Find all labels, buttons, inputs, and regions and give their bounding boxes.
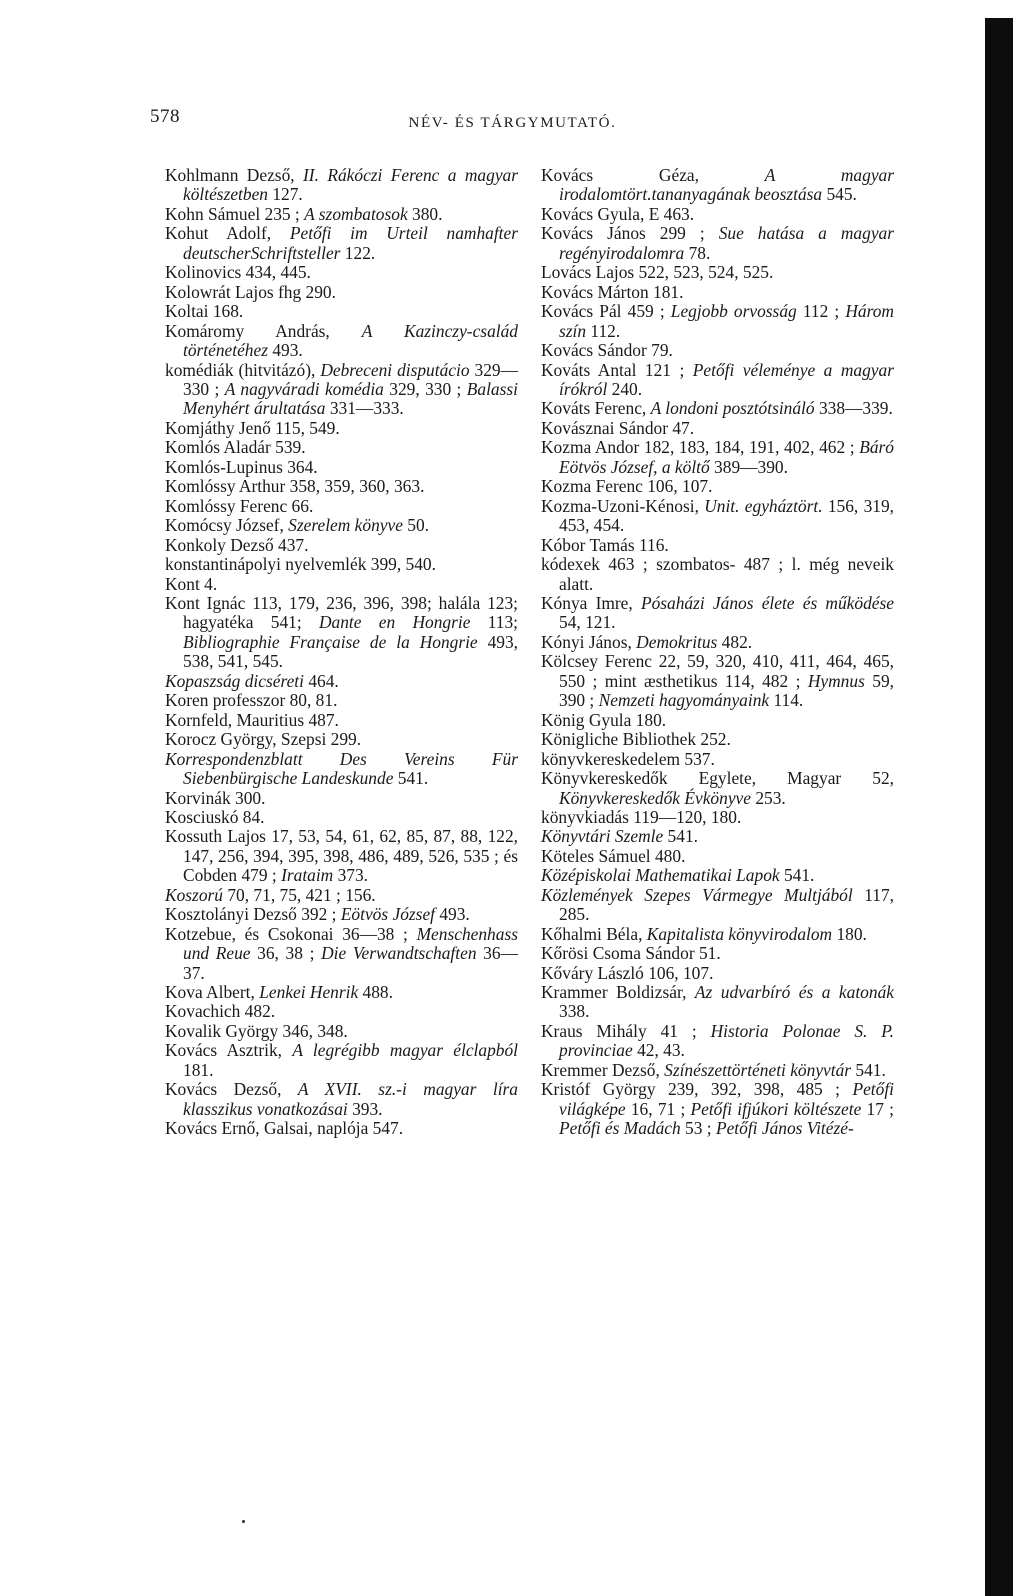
entry-text: Krammer Boldizsár, [541,982,695,1003]
entry-text: 50. [402,515,430,536]
index-entry [165,302,518,321]
entry-text: 54, 121. [559,612,616,633]
entry-text: Kovács János 299 ; [541,223,719,244]
entry-text: 113; [470,612,518,633]
entry-title-italic: Unit. egyháztört. [704,495,823,516]
entry-title-italic: Petőfi im Urteil namhafter deutscherSchriftsteller [183,223,519,263]
entry-text: Lovács Lajos 522, 523, 524, 525. [541,262,774,283]
running-title: NÉV- ÉS TÁRGYMUTATÓ. [408,115,617,131]
index-entry [541,983,894,1022]
index-column-right [541,166,894,1139]
index-entry [165,322,518,361]
entry-text: Kraus Mihály 41 ; [541,1020,711,1041]
entry-text: 53 ; [680,1118,716,1139]
entry-text: Kohut Adolf, [165,223,290,244]
index-entry [541,808,894,827]
index-column-left [165,166,518,1139]
entry-text: könyvkereskedelem 537. [541,748,715,769]
entry-text: Kohn Sámuel 235 ; [165,203,305,224]
entry-text: Kovács Márton 181. [541,281,684,302]
entry-text: Komlós Aladár 539. [165,437,306,458]
entry-title-italic: Debreceni disputácio [320,359,470,380]
entry-title-italic: A legrégibb magyar élclapból [292,1040,518,1061]
entry-text: Kozma Ferenc 106, 107. [541,476,713,497]
entry-text: Kőhalmi Béla, [541,923,647,944]
entry-text: könyvkiadás 119—120, 180. [541,806,742,827]
entry-title-italic: Petőfi véleménye a magyar írókról [559,359,894,399]
index-entry [541,633,894,652]
entry-text: Kosciuskó 84. [165,806,265,827]
index-entry [541,827,894,846]
index-entry [541,711,894,730]
entry-text: Kosztolányi Dezső 392 ; [165,904,341,925]
entry-title-italic: A XVII. sz.-i magyar líra klasszikus vonatkozásai [183,1079,518,1119]
entry-text: Kovács Ernő, Galsai, naplója 547. [165,1118,404,1139]
entry-text: Könyvkereskedők Egylete, Magyar 52, [541,768,894,789]
entry-text: Koltai 168. [165,301,244,322]
index-entry [541,652,894,710]
index-entry [541,477,894,496]
entry-text: 488. [358,982,393,1003]
print-speck [242,1520,245,1523]
entry-text: 70, 71, 75, 421 ; 156. [223,884,376,905]
entry-text: 493. [268,340,303,361]
entry-text: Kőrösi Csoma Sándor 51. [541,943,721,964]
index-entry [541,263,894,282]
entry-text: König Gyula 180. [541,709,667,730]
index-entry [541,886,894,925]
entry-text: 117, 285. [559,884,894,925]
index-entry [541,1061,894,1080]
entry-title-italic: Bibliographie Française de la Hongrie [183,631,478,652]
entry-title-italic: II. Rákóczi Ferenc a magyar költészetben [183,165,518,205]
entry-text: Koren professzor 80, 81. [165,690,338,711]
entry-text: Kónya Imre, [541,592,641,613]
entry-text: 112. [586,320,621,341]
index-entry [165,983,518,1002]
index-entry [165,419,518,438]
entry-text: Kozma-Uzoni-Kénosi, [541,495,705,516]
index-entry [541,847,894,866]
entry-text: Kotzebue, és Csokonai 36—38 ; [165,923,417,944]
entry-title-italic: Petőfi János Vitézé- [715,1118,854,1139]
entry-text: Konkoly Dezső 437. [165,534,309,555]
index-entry [541,224,894,263]
entry-text: 380. [407,203,443,224]
entry-title-italic: Legjobb orvosság [670,301,797,322]
entry-title-italic: Báró Eötvös József, a költő [559,437,894,477]
entry-title-italic: Könyvtári Szemle [541,826,664,847]
index-entry [541,555,894,594]
index-entry [165,730,518,749]
entry-title-italic: Petőfi világképe [559,1079,894,1119]
index-entry [541,419,894,438]
entry-text: Kováts Antal 121 ; [541,359,693,380]
page-number: 578 [150,106,180,127]
index-entry [541,925,894,944]
entry-text: Kóbor Tamás 116. [541,534,669,555]
index-entry [165,808,518,827]
index-entry [541,594,894,633]
index-entry [165,711,518,730]
entry-text: 545. [822,184,857,205]
index-entry [541,497,894,536]
entry-text: Kovács Dezső, [165,1079,298,1100]
entry-text: kódexek 463 ; szombatos- 487 ; l. még neveik alatt. [541,554,894,594]
entry-text: Kovalik György 346, 348. [165,1020,348,1041]
entry-text: Kont 4. [165,573,218,594]
entry-text: Komlóssy Ferenc 66. [165,495,314,516]
entry-text: Kovács Géza, [541,165,765,185]
index-entry [541,166,894,205]
index-entry [165,516,518,535]
index-entry [541,361,894,400]
entry-text: 181. [183,1059,214,1080]
index-entry [165,166,518,205]
entry-text: Kovács Pál 459 ; [541,301,671,322]
entry-text: Kovács Asztrik, [165,1040,293,1061]
entry-text: Kovács Sándor 79. [541,340,673,361]
entry-title-italic: Dante en Hongrie [318,612,471,633]
entry-text: Königliche Bibliothek 252. [541,729,731,750]
entry-text: 180. [832,923,867,944]
index-entry [541,964,894,983]
entry-text: 42, 43. [632,1040,685,1061]
index-entry [165,438,518,457]
entry-text: Kristóf György 239, 392, 398, 485 ; [541,1079,853,1100]
entry-title-italic: Historia Polonae S. P. provinciae [559,1020,894,1061]
entry-text: 482. [717,631,753,652]
entry-title-italic: Petőfi ifjúkori költészete [690,1098,862,1119]
entry-title-italic: A Kazinczy-család történetéhez [183,320,518,361]
entry-text: 253. [750,787,786,808]
index-entry [165,1002,518,1021]
entry-title-italic: Korrespondenzblatt Des Vereins Für Siebenbürgische Landeskunde [165,748,518,789]
entry-text: 493, 538, 541, 545. [183,631,518,672]
index-entry [165,205,518,224]
index-entry [165,477,518,496]
index-entry [165,672,518,691]
index-entry [165,536,518,555]
entry-title-italic: Petőfi és Madách [559,1118,681,1139]
entry-title-italic: A magyar irodalomtört.tananyagának beosztása [559,165,894,205]
index-entry [541,399,894,418]
entry-text: Kornfeld, Mauritius 487. [165,709,339,730]
index-entry [165,925,518,983]
index-entry [541,536,894,555]
entry-text: 156, 319, 453, 454. [559,495,894,536]
entry-title-italic: Kopaszság dicséreti [165,670,304,691]
index-entry [541,283,894,302]
entry-text: Komócsy József, [165,515,289,536]
index-entry [165,827,518,885]
entry-title-italic: Színészettörténeti könyvtár [664,1059,852,1080]
entry-text: Kovásznai Sándor 47. [541,417,695,438]
entry-text: 112 ; [796,301,846,322]
index-entry [165,575,518,594]
index-entry [165,361,518,419]
entry-title-italic: Kapitalista könyvirodalom [646,923,833,944]
entry-text: 127. [268,184,303,205]
index-entry [541,769,894,808]
entry-title-italic: Könyvkereskedők Évkönyve [559,787,751,808]
index-entry [165,224,518,263]
entry-text: 338. [559,1001,590,1022]
entry-title-italic: Nemzeti hagyományaink [598,690,770,711]
index-entry [541,866,894,885]
entry-text: Kossuth Lajos 17, 53, 54, 61, 62, 85, 87, 88, 122, 147, 256, 394, 395, 398, 486, 489, 526, 535 ; és Cobden 479 ; [165,826,518,886]
entry-title-italic: Közlemények Szepes Vármegye Multjából [541,884,853,905]
index-entry [165,555,518,574]
entry-text: 464. [303,670,339,691]
entry-text: Kremmer Dezső, [541,1059,665,1080]
entry-title-italic: Az udvarbíró és a katonák [694,982,894,1003]
entry-text: konstantinápolyi nyelvemlék 399, 540. [165,554,436,575]
index-entry [541,205,894,224]
entry-title-italic: Koszorú [165,884,223,905]
entry-title-italic: Pósaházi János élete és működése [640,592,894,613]
index-entry [165,1041,518,1080]
entry-text: Kolinovics 434, 445. [165,262,311,283]
entry-text: Köteles Sámuel 480. [541,845,686,866]
entry-text: 16, 71 ; [625,1098,691,1119]
entry-text: 541. [393,768,429,789]
entry-title-italic: Menschenhass und Reue [183,923,518,964]
index-entry [165,905,518,924]
entry-text: Komáromy András, [165,320,362,341]
entry-title-italic: Sue hatása a magyar regényirodalomra [559,223,894,263]
entry-text: 122. [340,242,376,263]
index-entry [165,886,518,905]
index-entry [541,302,894,341]
entry-text: 114. [769,690,804,711]
entry-text: 393. [347,1098,383,1119]
entry-text: 541. [779,865,815,886]
entry-title-italic: Három szín [559,301,894,341]
index-entry [165,789,518,808]
entry-text: 373. [333,865,369,886]
entry-text: 59, 390 ; [559,670,894,711]
entry-text: 338—339. [814,398,893,419]
entry-title-italic: A londoni posztótsináló [650,398,815,419]
index-entry [165,750,518,789]
index-entry [165,458,518,477]
entry-text: 78. [684,242,711,263]
entry-title-italic: Középiskolai Mathematikai Lapok [541,865,780,886]
index-entry [165,691,518,710]
index-entry [541,438,894,477]
index-entry [165,283,518,302]
entry-text: komédiák (hitvitázó), [165,359,321,380]
index-entry [541,1022,894,1061]
entry-text: 389—390. [709,456,788,477]
index-entry [165,1080,518,1119]
entry-text: 17 ; [861,1098,894,1119]
entry-title-italic: Szerelem könyve [288,515,403,536]
entry-text: 331—333. [325,398,404,419]
index-entry [541,341,894,360]
index-entry [541,750,894,769]
entry-text: Kőváry László 106, 107. [541,962,714,983]
index-entry [541,1080,894,1138]
entry-text: Korvinák 300. [165,787,266,808]
entry-text: Kováts Ferenc, [541,398,651,419]
entry-text: 329, 330 ; [383,378,467,399]
entry-title-italic: A nagyváradi komédia [224,378,384,399]
entry-title-italic: Demokritus [636,631,718,652]
entry-text: Kohlmann Dezső, [165,165,304,185]
entry-text: Kovács Gyula, E 463. [541,203,695,224]
index-entry [541,944,894,963]
index-entry [165,1022,518,1041]
index-entry [165,263,518,282]
index-entry [165,594,518,672]
entry-text: 36, 38 ; [250,943,322,964]
entry-text: Kovachich 482. [165,1001,276,1022]
entry-text: Komlós-Lupinus 364. [165,456,318,477]
entry-text: Komlóssy Arthur 358, 359, 360, 363. [165,476,425,497]
entry-text: Komjáthy Jenő 115, 549. [165,417,340,438]
entry-text: Korocz György, Szepsi 299. [165,729,362,750]
index-entry [541,730,894,749]
entry-title-italic: A szombatosok [304,203,408,224]
book-spine-shadow [985,18,1013,1596]
entry-text: Kolowrát Lajos fhg 290. [165,281,336,302]
entry-text: 541. [663,826,698,847]
entry-text: Kont Ignác 113, 179, 236, 396, 398; halála 123; hagyatéka 541; [165,592,518,633]
entry-text: Kónyi János, [541,631,637,652]
index-entry [165,497,518,516]
entry-text: 240. [607,378,643,399]
entry-text: 541. [851,1059,886,1080]
entry-text: 36—37. [183,943,518,983]
entry-title-italic: Hymnus [807,670,865,691]
entry-text: Kölcsey Ferenc 22, 59, 320, 410, 411, 464, 465, 550 ; mint æsthetikus 114, 482 ; [541,651,894,691]
entry-text: Kova Albert, [165,982,260,1003]
entry-text: 329—330 ; [183,359,518,399]
entry-title-italic: Die Verwandtschaften [321,943,477,964]
entry-title-italic: Lenkei Henrik [259,982,359,1003]
entry-title-italic: Balassi Menyhért árultatása [183,378,518,419]
index-entry [165,1119,518,1138]
entry-title-italic: Eötvös József [340,904,435,925]
entry-text: Kozma Andor 182, 183, 184, 191, 402, 462 ; [541,437,860,458]
entry-text: 493. [435,904,470,925]
entry-title-italic: Irataim [281,865,334,886]
